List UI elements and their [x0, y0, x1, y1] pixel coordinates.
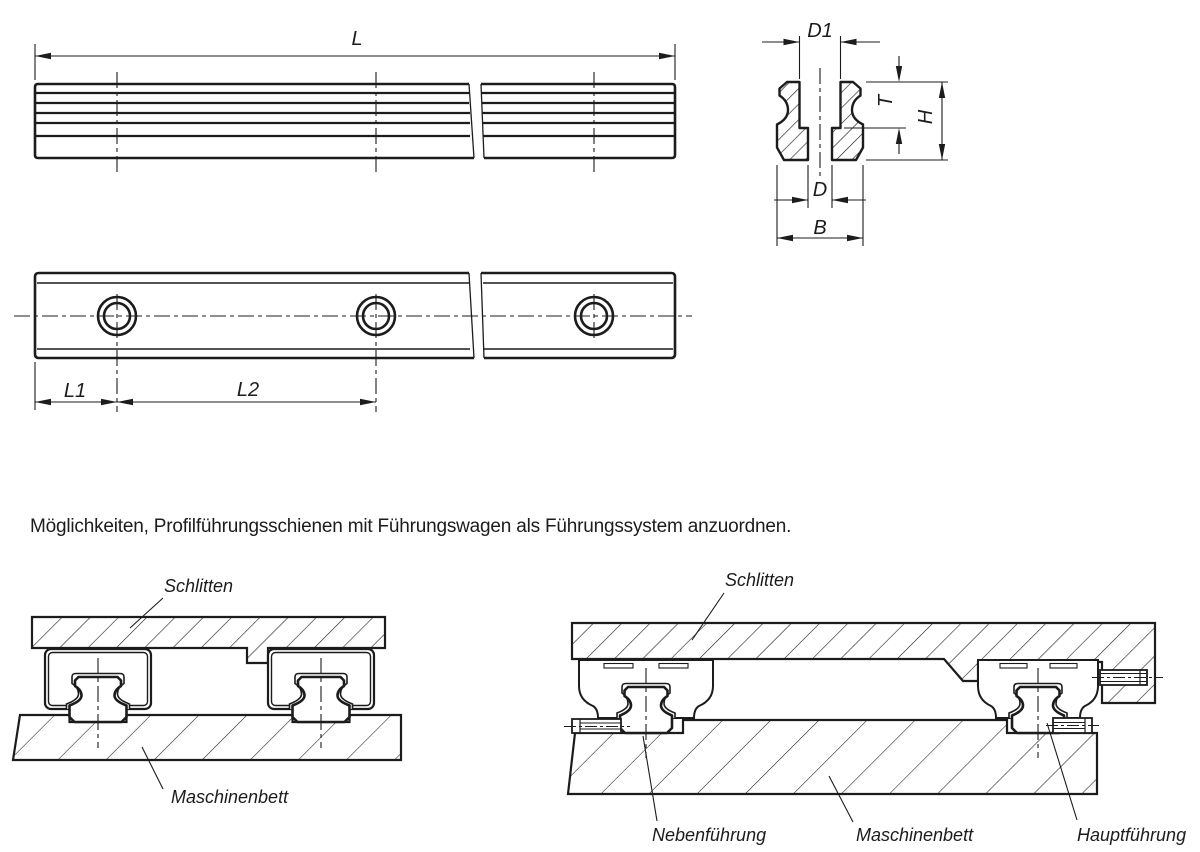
arrowhead: [35, 53, 51, 59]
assembly-left-figure: [13, 598, 401, 789]
label-slide-right: Schlitten: [725, 570, 795, 590]
assembly-right-figure: [564, 593, 1163, 822]
dim-label-counterbore-depth: T: [875, 94, 897, 108]
rail-top-view-figure: [14, 273, 692, 412]
dim-label-height: H: [915, 109, 937, 125]
label-slide-left: Schlitten: [164, 576, 234, 596]
arrangement-note: Möglichkeiten, Profilführungsschienen mit Führungswagen als Führungssystem anzuordnen.: [30, 516, 792, 537]
dim-label-length: L: [351, 28, 363, 50]
label-secondary-guide: Nebenführung: [652, 825, 767, 845]
label-machine-bed-left: Maschinenbett: [171, 787, 289, 807]
arrowhead: [659, 53, 675, 59]
break-line: [469, 84, 474, 158]
dim-label-hole-spacing: L2: [236, 379, 260, 401]
dim-label-counterbore-dia: D1: [807, 20, 833, 42]
break-line: [481, 84, 484, 158]
dim-label-width: B: [813, 217, 827, 239]
rail-cross-section-figure: [762, 36, 948, 246]
clamp-screw: [1046, 718, 1099, 733]
dim-label-hole-dia: D: [812, 179, 828, 201]
rail-side-view-figure: [35, 44, 675, 172]
label-main-guide: Hauptführung: [1077, 825, 1187, 845]
dim-label-first-hole-offset: L1: [63, 380, 87, 402]
label-machine-bed-right: Maschinenbett: [856, 825, 974, 845]
clamp-screw: [564, 719, 630, 733]
